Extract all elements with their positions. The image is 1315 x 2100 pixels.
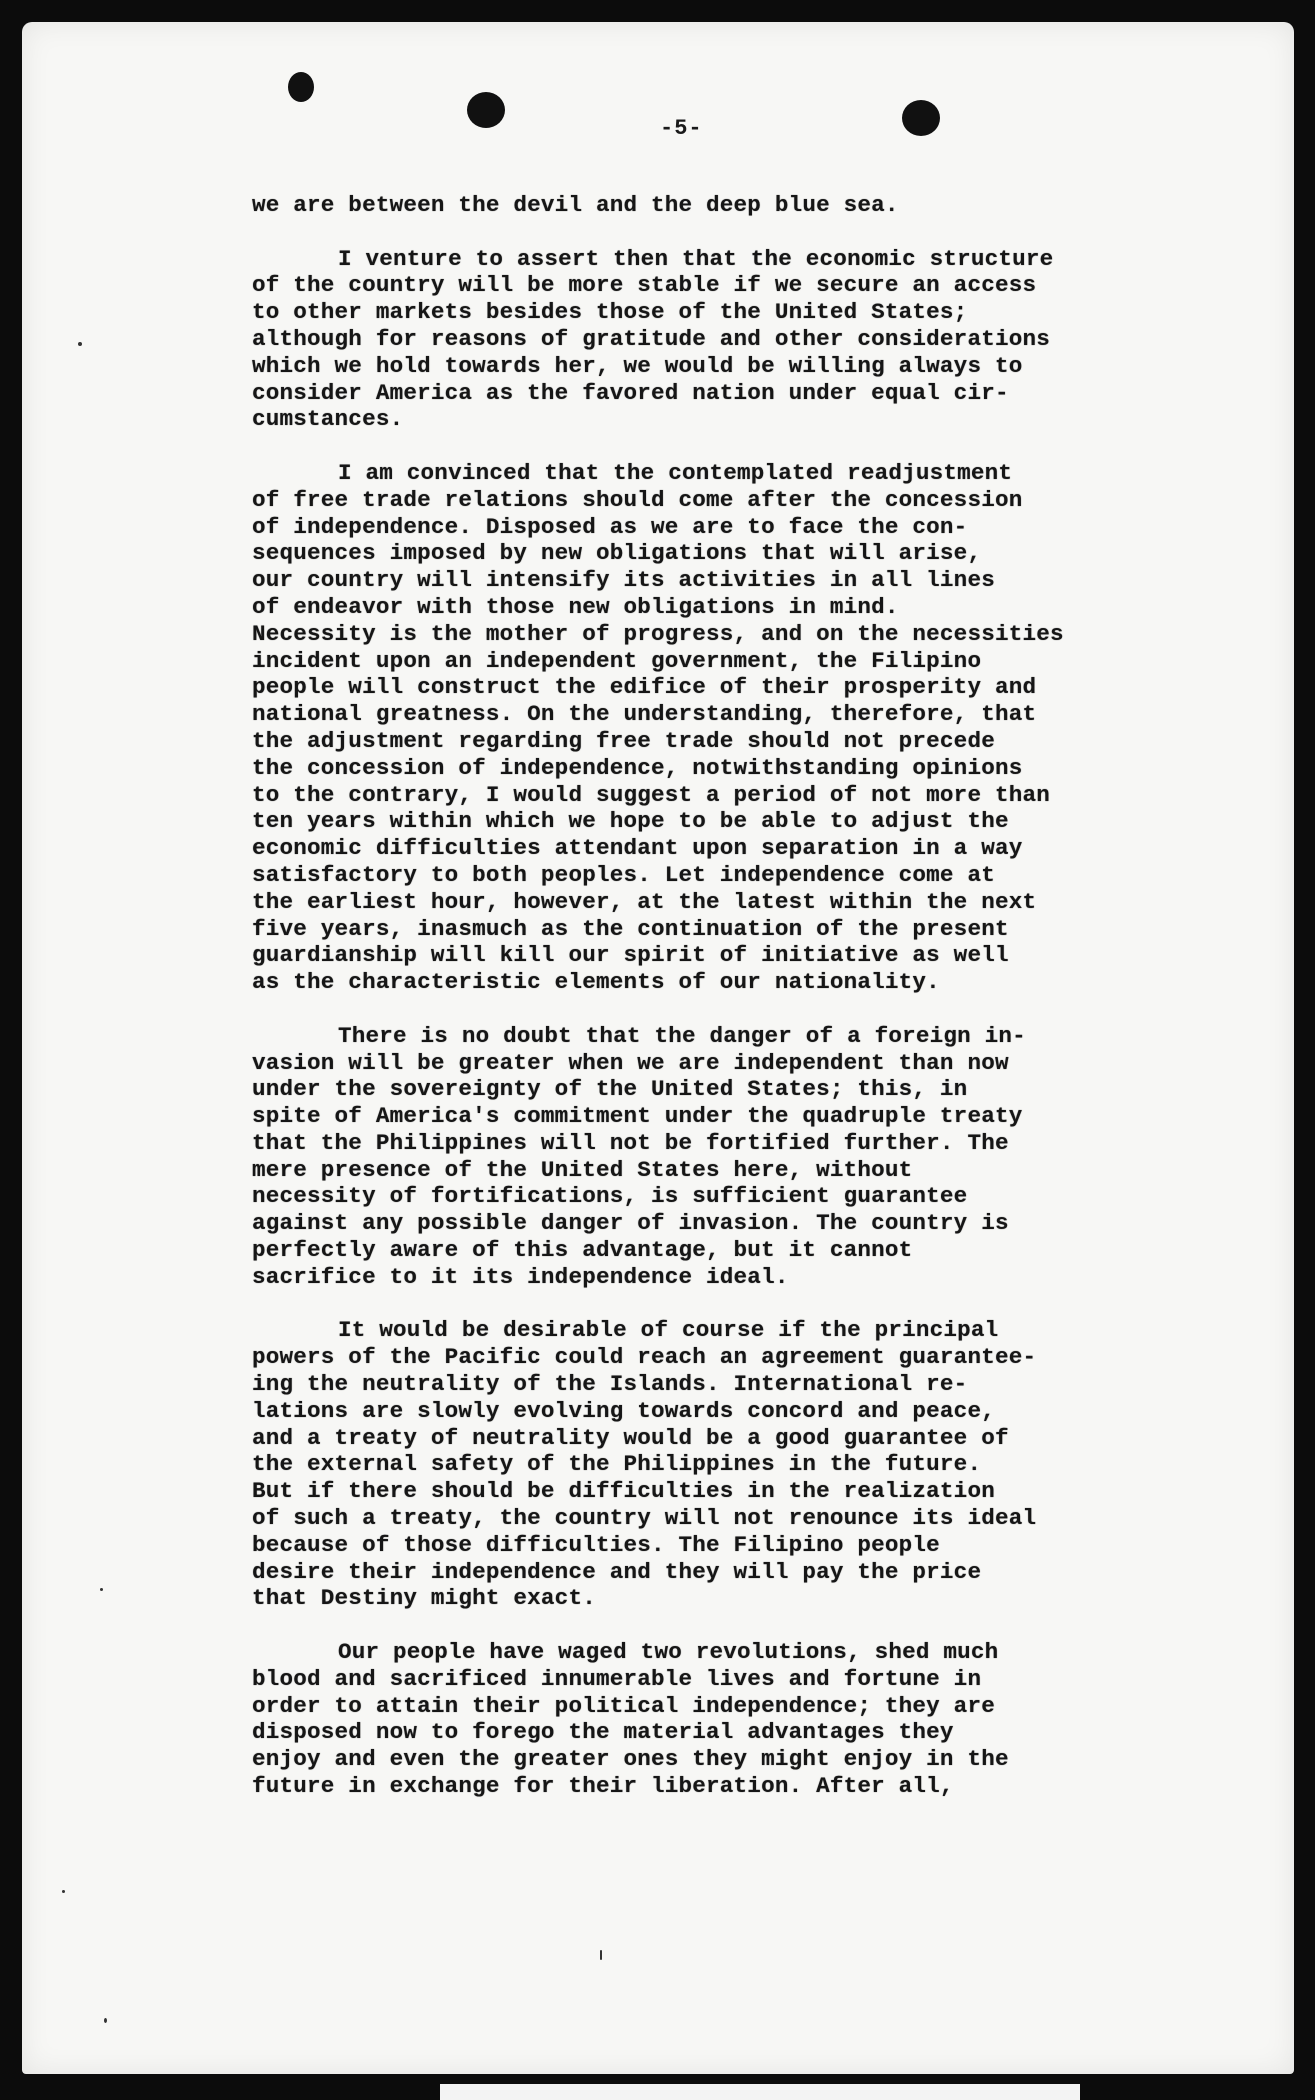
text-line: that Destiny might exact. (252, 1585, 596, 1612)
text-line: to the contrary, I would suggest a period of not more than (252, 781, 1050, 808)
text-line: because of those difficulties. The Filipino people (252, 1531, 940, 1558)
paragraph-6 (252, 1639, 1202, 1800)
punch-hole (467, 92, 505, 128)
text-line: perfectly aware of this advantage, but it cannot (252, 1237, 913, 1264)
scan-speck (62, 1890, 65, 1893)
text-line: consider America as the favored nation under equal cir- (252, 379, 1009, 406)
punch-hole (902, 100, 940, 136)
text-line: the earliest hour, however, at the latest within the next (252, 888, 1037, 915)
paragraph-5 (252, 1317, 1202, 1612)
text-line: I venture to assert then that the economic structure (338, 245, 1054, 272)
text-line: the concession of independence, notwithstanding opinions (252, 754, 1023, 781)
scan-speck (600, 1950, 602, 1960)
text-line: sacrifice to it its independence ideal. (252, 1263, 789, 1290)
text-line: ing the neutrality of the Islands. International re- (252, 1371, 968, 1398)
text-line: the adjustment regarding free trade should not precede (252, 727, 995, 754)
text-line: that the Philippines will not be fortified further. The (252, 1129, 1009, 1156)
scan-speck (78, 342, 82, 346)
text-line: necessity of fortifications, is sufficient guarantee (252, 1183, 968, 1210)
text-line: incident upon an independent government, the Filipino (252, 647, 982, 674)
text-line: cumstances. (252, 406, 404, 433)
text-line: disposed now to forego the material advantages they (252, 1719, 954, 1746)
text-line: sequences imposed by new obligations that will arise, (252, 540, 982, 567)
paragraph-2 (252, 246, 1202, 434)
paragraph-1 (252, 192, 1202, 219)
text-line: national greatness. On the understanding, therefore, that (252, 701, 1037, 728)
text-line: There is no doubt that the danger of a foreign in- (338, 1022, 1026, 1049)
text-line: ten years within which we hope to be able to adjust the (252, 808, 1009, 835)
text-line: under the sovereignty of the United States; this, in (252, 1076, 968, 1103)
text-line: which we hold towards her, we would be willing always to (252, 352, 1023, 379)
text-line: to other markets besides those of the United States; (252, 299, 968, 326)
text-line: guardianship will kill our spirit of initiative as well (252, 942, 1009, 969)
scan-speck (100, 1588, 103, 1591)
text-line: mere presence of the United States here, without (252, 1156, 913, 1183)
text-line: It would be desirable of course if the principal (338, 1317, 999, 1344)
paragraph-3 (252, 460, 1202, 996)
text-line: and a treaty of neutrality would be a good guarantee of (252, 1424, 1009, 1451)
text-line: our country will intensify its activities in all lines (252, 567, 995, 594)
text-line: powers of the Pacific could reach an agreement guarantee- (252, 1344, 1037, 1371)
text-line: of such a treaty, the country will not renounce its ideal (252, 1505, 1037, 1532)
text-line: economic difficulties attendant upon separation in a way (252, 835, 1023, 862)
text-line: of the country will be more stable if we secure an access (252, 272, 1037, 299)
text-line: against any possible danger of invasion. The country is (252, 1210, 1009, 1237)
text-line: vasion will be greater when we are independent than now (252, 1049, 1009, 1076)
text-line: as the characteristic elements of our nationality. (252, 969, 940, 996)
text-line: of independence. Disposed as we are to face the con- (252, 513, 968, 540)
text-line: spite of America's commitment under the quadruple treaty (252, 1103, 1023, 1130)
text-line: satisfactory to both peoples. Let independence come at (252, 861, 995, 888)
text-line: Our people have waged two revolutions, shed much (338, 1639, 999, 1666)
scan-bottom-strip (440, 2084, 1080, 2100)
text-line: I am convinced that the contemplated readjustment (338, 459, 1013, 486)
text-line: lations are slowly evolving towards concord and peace, (252, 1397, 995, 1424)
paragraph-4 (252, 1023, 1202, 1291)
text-line: But if there should be difficulties in the realization (252, 1478, 995, 1505)
text-line: desire their independence and they will pay the price (252, 1558, 982, 1585)
text-line: future in exchange for their liberation. After all, (252, 1773, 954, 1800)
text-line: the external safety of the Philippines in the future. (252, 1451, 982, 1478)
text-line: although for reasons of gratitude and other considerations (252, 325, 1050, 352)
text-line: of free trade relations should come after the concession (252, 486, 1023, 513)
text-line: people will construct the edifice of their prosperity and (252, 674, 1037, 701)
scan-speck (104, 2018, 107, 2023)
text-line: we are between the devil and the deep blue sea. (252, 192, 899, 218)
text-line: order to attain their political independence; they are (252, 1692, 995, 1719)
text-line: enjoy and even the greater ones they might enjoy in the (252, 1746, 1009, 1773)
text-line: of endeavor with those new obligations in mind. (252, 593, 899, 620)
text-line: five years, inasmuch as the continuation of the present (252, 915, 1009, 942)
page-number: -5- (660, 116, 703, 141)
punch-hole (288, 72, 314, 102)
document-body (252, 192, 1202, 1827)
text-line: blood and sacrificed innumerable lives and fortune in (252, 1665, 982, 1692)
text-line: Necessity is the mother of progress, and on the necessities (252, 620, 1064, 647)
